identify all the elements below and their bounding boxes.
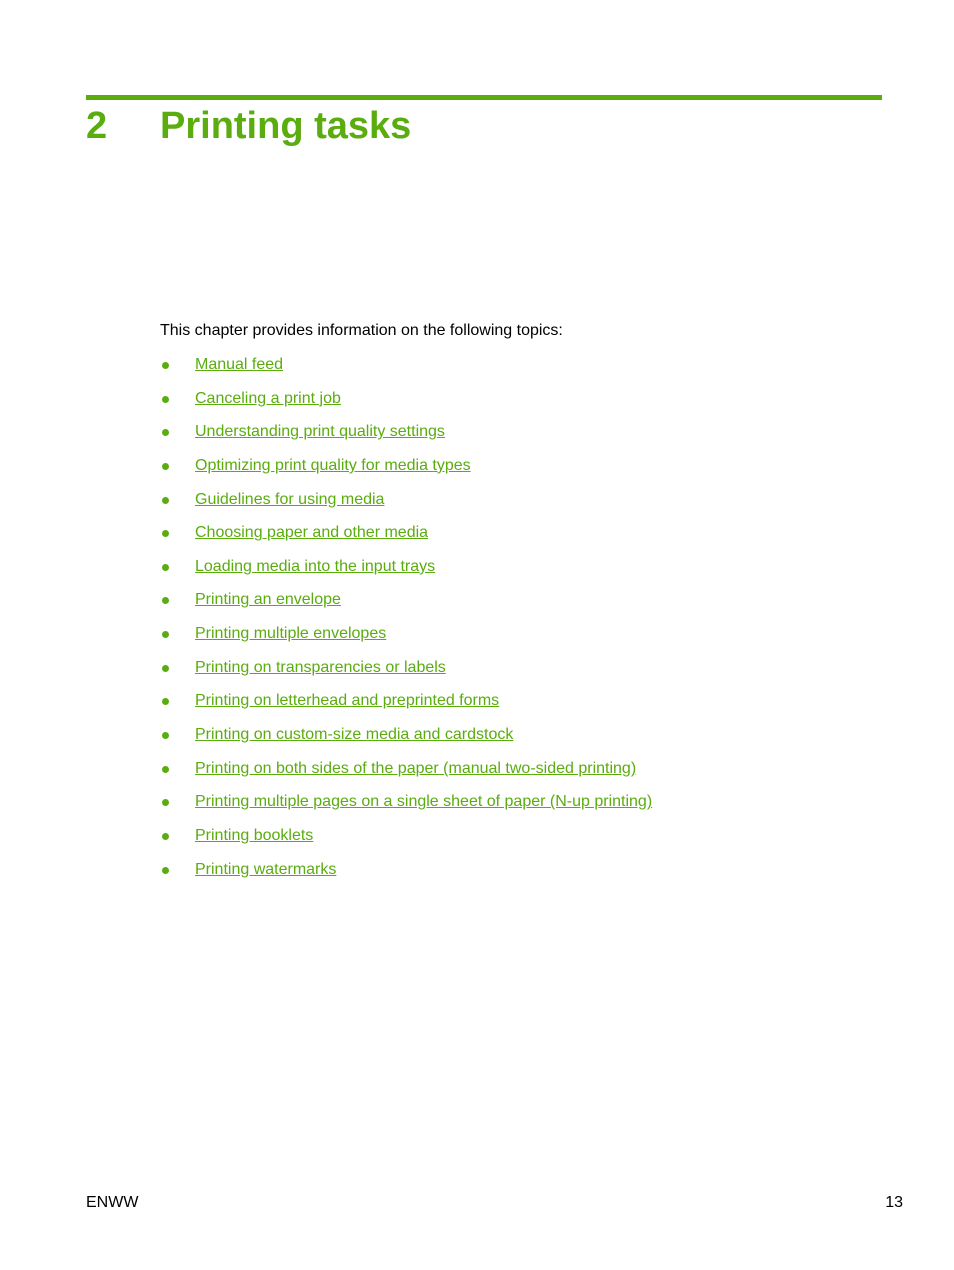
bullet-icon (162, 698, 169, 705)
topic-link[interactable]: Choosing paper and other media (195, 524, 429, 542)
bullet-icon (162, 362, 169, 369)
bullet-icon (162, 799, 169, 806)
topic-link[interactable]: Manual feed (195, 356, 284, 373)
bullet-icon (162, 463, 169, 470)
bullet-icon (162, 867, 169, 874)
topic-link[interactable]: Printing on custom-size media and cardstock (195, 726, 514, 744)
topic-link[interactable]: Printing on letterhead and preprinted forms (195, 692, 500, 710)
bullet-icon (162, 530, 169, 537)
bullet-icon (162, 429, 169, 436)
chapter-number: 2 (86, 105, 108, 147)
topic-link[interactable]: Printing multiple envelopes (195, 625, 387, 643)
topic-link[interactable]: Printing on transparencies or labels (195, 658, 446, 676)
topic-link[interactable]: Loading media into the input trays (195, 557, 436, 575)
footer-label: ENWW (86, 1194, 139, 1211)
chapter-title: Printing tasks (160, 105, 412, 147)
bullet-icon (162, 631, 169, 638)
bullet-icon (162, 396, 169, 403)
bullet-icon (162, 564, 169, 571)
bullet-icon (162, 665, 169, 672)
topic-link[interactable]: Printing booklets (195, 826, 314, 844)
topic-link[interactable]: Guidelines for using media (195, 490, 385, 508)
bullet-icon (162, 732, 169, 739)
topic-link[interactable]: Optimizing print quality for media types (195, 456, 471, 474)
topic-link[interactable]: Canceling a print job (195, 389, 341, 407)
topic-link[interactable]: Printing an envelope (195, 591, 341, 609)
topic-link[interactable]: Printing multiple pages on a single sheet of paper (N-up printing) (195, 793, 653, 811)
intro-text: This chapter provides information on the following topics: (160, 322, 563, 339)
bullet-icon (162, 766, 169, 773)
page-number: 13 (885, 1194, 903, 1211)
topic-link[interactable]: Understanding print quality settings (195, 423, 445, 441)
bullet-icon (162, 597, 169, 604)
topic-link[interactable]: Printing on both sides of the paper (manual two-sided printing) (195, 759, 637, 777)
topic-link[interactable]: Printing watermarks (195, 860, 337, 878)
bullet-icon (162, 833, 169, 840)
bullet-icon (162, 497, 169, 504)
